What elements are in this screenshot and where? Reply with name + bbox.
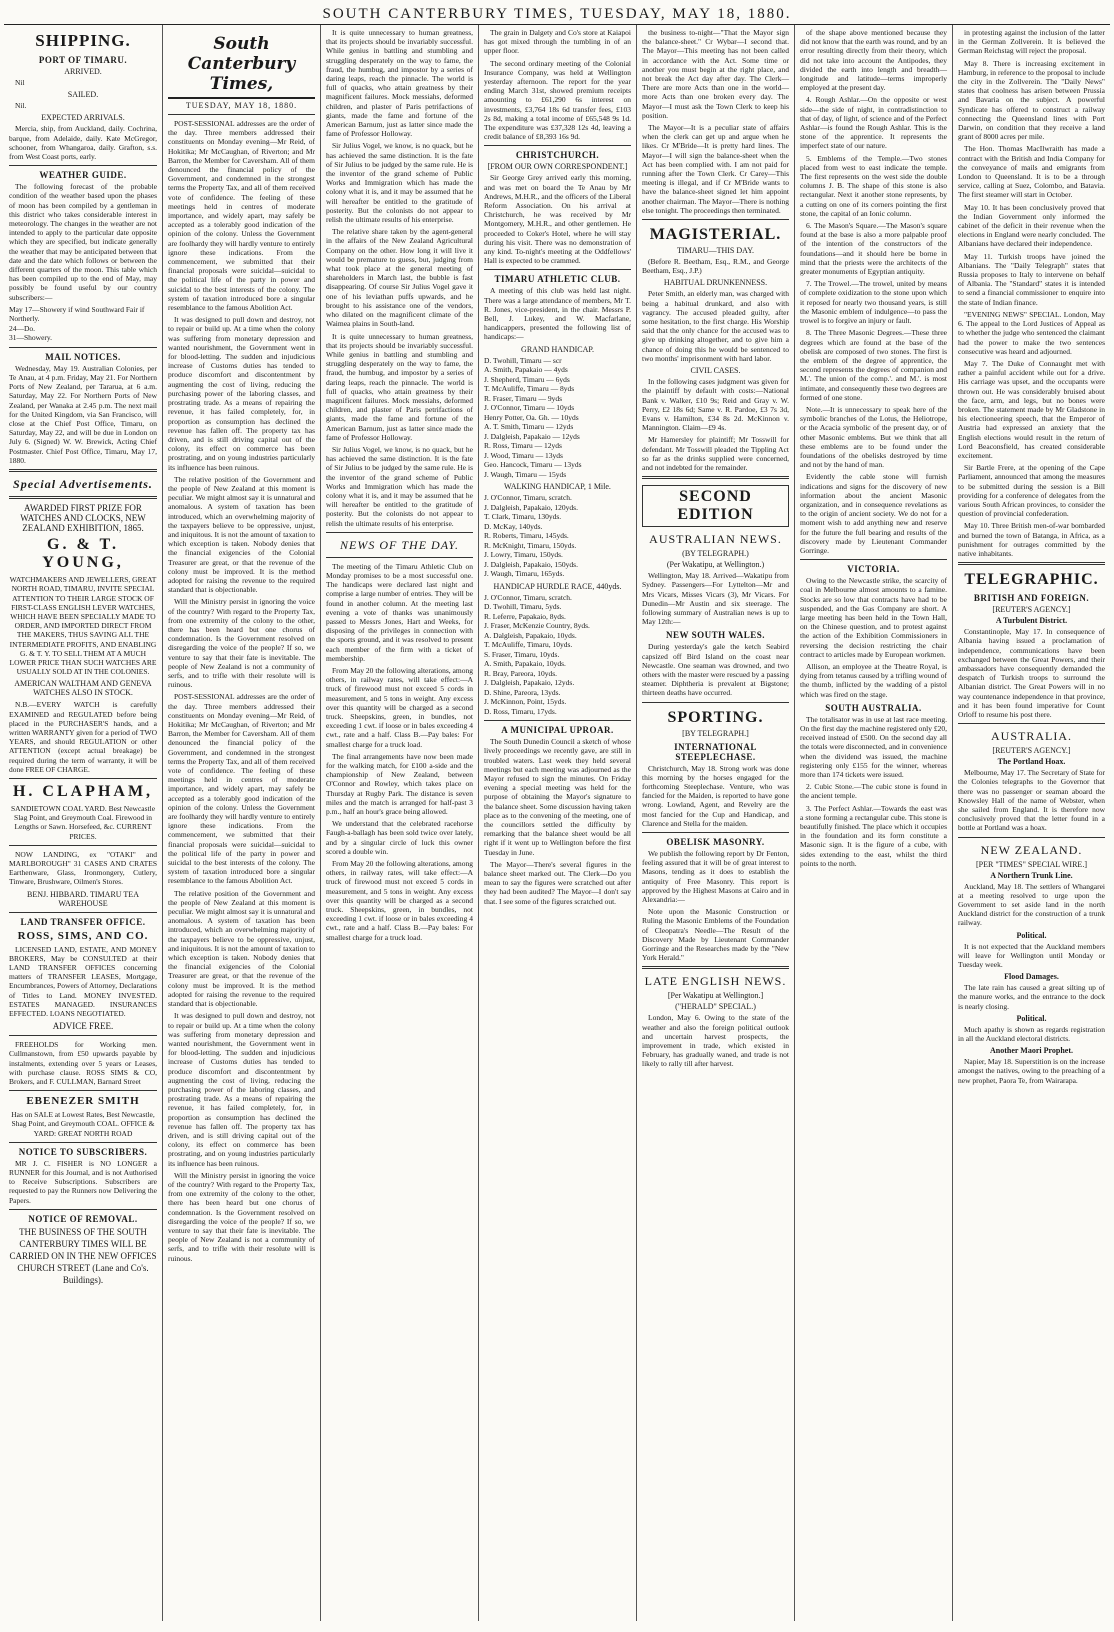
divider xyxy=(9,778,157,779)
divider xyxy=(484,269,631,270)
list-item: T. Clark, Timaru, 130yds. xyxy=(484,512,562,522)
leader-para: It is quite unnecessary to human greatness, that its projects should be invariably successful. While genius in battling and stumbling and struggling desperately on the way to fame, the fraud, the humbug, and impostor by a series of daring leaps, reach the pinnacle. The world is full of quacks, who attain greatness by their magnificent failures. Mock messiahs, deformed children, and plaster of Paris petrifactions of giants, made the fame and fortune of the American Barnum, just as latter since made the fame of Professor Holloway. xyxy=(326,28,473,139)
uproar-text: The Mayor—It is a peculiar state of affairs when the clerk can get up and argue when he likes. Cr M'Bride—It is pretty hard lines. The Mayor—I will sign the balance-sheet when the Act has been complied with. I am not paid for running after the Town Clerk. Cr Carey—This meeting is illegal, and if Cr M'Bride wants to have the balance-sheet signed let him appoint another chairman. The Mayor—There is nothing else tonight. The proceedings then terminated. xyxy=(642,123,789,215)
cable-text: May 11. Turkish troops have joined the Albanians. The "Daily Telegraph" states that Russia proposes to Italy to intervene on behalf of Albania. The "Standard" states it is intended to send a financial commissioner to enquire into the state of Indian finance. xyxy=(958,251,1105,307)
list-item: R. Roberts, Timaru, 145yds. xyxy=(484,531,569,541)
leader-para: The relative share taken by the agent-general in the affairs of the New Zealand Agricultural Company on the other. How long it will live it would be premature to guess, but, judging from what took place at the general meeting of shareholders in March last, the bubble is fast disappearing. Of course Sir Julius Vogel gave it one of his leviathan puffs upwards, and he brought to his assistance one of the vendors, who dilated on the magnificent climate of the Waimea plains in South-land. xyxy=(326,227,473,329)
list-item: S. Fraser, Timaru, 10yds. xyxy=(484,649,560,659)
divider xyxy=(9,1142,157,1143)
per-wakatipu: (Per Wakatipu, at Wellington.) xyxy=(666,560,765,570)
australia-heading: AUSTRALIA. xyxy=(991,729,1072,744)
list-item: J. Dalgleish, Papakaio — 12yds xyxy=(484,431,580,441)
per-times-label: [PER "TIMES" SPECIAL WIRE.] xyxy=(976,859,1087,869)
arrived-label: ARRIVED. xyxy=(64,67,102,76)
young-text: WATCHMAKERS AND JEWELLERS, GREAT NORTH ROAD, TIMARU, INVITE SPECIAL ATTENTION TO THEIR LARGE STOCK OF FIRST-CLASS ENGLISH LEVER WATCHES, WHICH HAVE BEEN SPECIALLY MADE TO ORDER, AND IMPORTED DIRECT FROM THE MAKERS, THUS SAVING ALL THE INTERMEDIATE PROFITS, AND ENABLING G. & T. Y. TO SELL THEM AT A MUCH LOWER PRICE THAN SUCH WATCHES ARE USUALLY SOLD AT IN THE COLONIES. xyxy=(9,575,157,677)
divider xyxy=(326,532,473,533)
magisterial-text: In the following cases judgment was given for the plaintiff by default with costs:—National Bank v. Walker, £10 9s; Reid and Gray v. W. Perry, £2 18s 6d; Same v. R. Pardoe, £3 7s 3d, Evans v. Hamilton, £34 8s 2d. McKinnon v. Mannington. Claim—£9 4s. xyxy=(642,377,789,433)
masonry-text: 8. The Three Masonic Degrees.—These three degrees which are found at the base of the obelisk are composed of two stones. The first is the emblem of the degree of apprentice, the second represents the degrees of companion and M.'. The union of the comp.'. and M.'. is most intimate, and consequently these two degrees are formed of one stone. xyxy=(800,328,947,402)
masonry-text: of the shape above mentioned because they did not know that the earth was round, and by an error resulting directly from their theory, which did not take into account the Antipodes, they divided the earth into length and breadth—longitude and latitude—terms improperly employed at the present day. xyxy=(800,28,947,93)
weather-text: The following forecast of the probable condition of the weather based upon the phases of moon has been compiled by a gentleman in this district who takes considerable interest in meteorology. The changes in the weather are not intended to apply to the particular date opposite which they are specified, but indicate generally the weather that may be anticipated between that date and the date which follows or between the different quarters of the moon. This table which has been compiled up to the end of May, may possibly be found useful by our country subscribers:— xyxy=(9,182,157,302)
weather-entry: 31—Showery. xyxy=(9,333,53,343)
australian-news-heading: AUSTRALIAN NEWS. xyxy=(649,532,782,547)
grand-handicap-heading: GRAND HANDICAP. xyxy=(521,344,594,354)
weather-entry: 24—Do. xyxy=(9,323,36,333)
notice-subscribers-text: MR J. C. FISHER is NO LONGER a RUNNER for this Journal, and is not Authorised to Receive Subscriptions. Subscribers are requested to pay the Runners now Delivering the Papers. xyxy=(9,1158,157,1205)
divider xyxy=(958,723,1105,724)
hoax-heading: The Portland Hoax. xyxy=(997,757,1066,767)
sporting-heading: SPORTING. xyxy=(667,708,764,726)
masonry-text: Note.—It is unnecessary to speak here of the symbolic branches of the Lotus, the Heliotrope, or the Acacia symbolic of the present day, or of other Masonic emblems. But we think that all these emblems are to be found under the foundations of the obelisks destroyed by time and not by the hand of man. xyxy=(800,404,947,470)
leader-para: It was designed to pull down and destroy, not to repair or build up. At a time when the colony was suffering from monetary depression and wanted nourishment, the Government went in for blood-letting. The sudden and injudicious increase of Customs duties has tended to produce discomfort and discontentment by augmenting the cost of living, reducing the purchasing power of the laboring classes, and prostrating trade. As a means of repairing the revenue, it has failed completely, for, in proportion as consumption has declined the revenue has fallen off. The property tax has driven, and is still driving capital out of the colony, its effect on commerce has been prostrating, and on young industries particularly its influence has been ruinous. xyxy=(168,315,315,472)
list-item: J. Lowry, Timaru, 150yds. xyxy=(484,550,563,560)
divider xyxy=(9,469,157,472)
list-item: R. Ross, Timaru — 12yds xyxy=(484,441,562,451)
masthead: SOUTH CANTERBURY TIMES, TUESDAY, MAY 18, 1880. xyxy=(4,4,1110,25)
christchurch-text: Sir George Grey arrived early this morning, and was met on board the Te Anau by Mr Andrews, M.H.R., and the officers of the Liberal Reform Association. On his arrival at Christchurch, he was received by Mr Montgomery, M.H.R., and other gentlemen. He proceeded to Coker's Hotel, where he will stay during his visit. There was no demonstration of any kind. To-night's meeting at the Oddfellows' Hall is expected to be crammed. xyxy=(484,173,631,266)
leader-para: It was designed to pull down and destroy, not to repair or build up. At a time when the colony was suffering from monetary depression and wanted nourishment, the Government went in for blood-letting. The sudden and injudicious increase of Customs duties has tended to produce discomfort and discontentment by augmenting the cost of living, reducing the purchasing power of the laboring classes, and prostrating trade. As a means of repairing the revenue, it has failed completely, for, in proportion as consumption has declined the revenue has fallen off. The property tax has driven, and is still driving capital out of the colony, its effect on commerce has been prostrating, and on young industries particularly its influence has been ruinous. xyxy=(168,1011,315,1168)
sa-text: The totalisator was in use at last race meeting. On the first day the machine registered only £20, received instead of £500. On the second day all the totals were disconnected, and in convenience when the dividend was issued, the machine registering only £155 for the winner, whereas more than 174 tickets were issued. xyxy=(800,714,947,780)
nb-text: N.B.—EVERY WATCH is carefully EXAMINED and REGULATED before being placed in the PURCHASER'S hands, and a written WARRANTY given for a period of TWO YEARS, and should REGULATION or other ATTENTION (except actual breakage) be required during the term of warranty, it will be done FREE OF CHARGE. xyxy=(9,700,157,774)
divider xyxy=(642,832,789,833)
prophet-heading: Another Maori Prophet. xyxy=(989,1046,1074,1056)
reuter-label: [REUTER'S AGENCY.] xyxy=(992,746,1071,756)
political-heading: Political. xyxy=(1016,930,1047,940)
political-heading: Political. xyxy=(1016,1013,1047,1023)
telegraphic-text: Auckland, May 18. The settlers of Whangarei at a meeting resolved to urge upon the Government to set aside land in the north Auckland district for the construction of a trunk railway. xyxy=(958,881,1105,928)
divider xyxy=(642,702,789,703)
column-7 xyxy=(952,25,1110,1621)
divider xyxy=(958,837,1105,838)
obelisk-heading: OBELISK MASONRY. xyxy=(666,836,765,847)
list-item: Geo. Hancock, Timaru — 13yds xyxy=(484,460,582,470)
reuter-label: [REUTER'S AGENCY.] xyxy=(992,605,1071,615)
cable-text: The Hon. Thomas MacIlwraith has made a contract with the British and India Company for the conveyance of mails and emigrants from London to Queensland. It is to be a through service, calling at Suez, Colombo, and Batavia. The first steamer will start in October. xyxy=(958,144,1105,200)
divider xyxy=(800,559,947,560)
victoria-text: Owing to the Newcastle strike, the scarcity of coal in Melbourne almost amounts to a famine. Stocks are so low that contracts have had to be suspended, and the Gas Company are short. A large meeting has been held in the Town Hall, on the Chinese question, and to protest against the action of the Exhibition Commissioners in reversing the decision restricting the chair contract to articles made by European workmen. xyxy=(800,576,947,659)
clapham-text: SANDIETOWN COAL YARD. Best Newcastle Slag Point, and Greymouth Coal. Firewood in Lengths or Sawn. Horsefeed, &c. CURRENT PRICES. xyxy=(10,803,156,841)
young-ad xyxy=(9,536,157,572)
list-item: J. Shepherd, Timaru — 6yds xyxy=(484,374,570,384)
list-item: A. T. Smith, Timaru — 12yds xyxy=(484,422,574,432)
list-item: J. O'Connor, Timaru — 10yds xyxy=(484,403,575,413)
new-zealand-heading: NEW ZEALAND. xyxy=(980,842,1083,857)
telegraphic-heading: TELEGRAPHIC. xyxy=(964,571,1099,589)
divider xyxy=(484,145,631,146)
victoria-heading: VICTORIA. xyxy=(847,564,900,575)
divider xyxy=(326,557,473,558)
issue-date: TUESDAY, MAY 18, 1880. xyxy=(185,101,298,110)
nsw-heading: NEW SOUTH WALES. xyxy=(666,630,765,641)
herald-special: ("HERALD" SPECIAL.) xyxy=(675,1002,756,1012)
cable-text: May 8. There is increasing excitement in Hamburg, in reference to the proposal to include the city in the Zollverein. The "Daily News" states that coolness has arisen between Prussia and Bavaria on the subject. A powerful Syndicate has offered to construct a railway connecting the Queensland lines with Port Darwin, on condition that they receive a land grant of 8000 acres per mile. xyxy=(958,58,1105,142)
sa-heading: SOUTH AUSTRALIA. xyxy=(825,702,922,713)
list-item: A. Dalgleish, Papakaio, 10yds. xyxy=(484,630,577,640)
divider xyxy=(9,496,157,499)
list-item: R. Fraser, Timaru — 9yds xyxy=(484,393,563,403)
list-item: D. Ross, Timaru, 17yds. xyxy=(484,706,557,716)
news-para: From May 20 the following alterations, among others, in railway rates, will take effect:—A truck of firewood must not exceed 5 cords in measurement, and 5 tons in weight. Any excess over this quantity will be charged as a second truck. Sheepskins, green, in bundles, not exceeding 1 cwt. if loose or in bales exceeding 4 cwt., rate and a half. Class B.—Pay bales: For smallest charge for a truck load. xyxy=(326,666,473,749)
divider xyxy=(9,845,157,846)
column-1 xyxy=(4,25,162,1621)
by-telegraph: [BY TELEGRAPH.] xyxy=(682,728,749,738)
column-4 xyxy=(478,25,636,1621)
per-wakatipu: [Per Wakatipu at Wellington.] xyxy=(667,991,764,1001)
telegraphic-text: Napier, May 18. Superstition is on the increase amongst the natives, owing to the preaching of a new prophet, Paora Te, from Wairarapa. xyxy=(958,1057,1105,1085)
smith-name: EBENEZER SMITH xyxy=(26,1095,140,1108)
masonry-text: 7. The Trowel.—The trowel, united by means of complete oxidization to the stone upon which it reposed for nearly two thousand years, is still the Masonic emblem of indulgence—to pass the trowel is to forgive an injury or fault. xyxy=(800,279,947,326)
list-item: J. Dalgleish, Papakaio, 150yds. xyxy=(484,559,578,569)
masonry-text: 3. The Perfect Ashlar.—Towards the east was a stone forming a rectangular cube. This stone is beautifully finished. The place which it occupies in the foundation and its form constitute a Masonic sign. It is the figure of a cube, with sides extending to the east, whilst the third points to the north. xyxy=(800,803,947,868)
american-ad: AMERICAN WALTHAM AND GENEVA WATCHES ALSO IN STOCK. xyxy=(14,679,152,698)
habitual-heading: HABITUAL DRUNKENNESS. xyxy=(663,278,768,288)
divider xyxy=(642,966,789,969)
mail-heading: MAIL NOTICES. xyxy=(45,351,121,362)
masonry-text: Evidently the cable stone will furnish indications and signs for the discovery of new information about the ancient Masonic organization, and in consequence revelations as to the origin of ancient society. We do not for a moment wish to add anything new and reserve for the future the full bearing and results of the discovery made by Lieutenant Commander Gorringe. xyxy=(800,472,947,555)
expected-text: Mercia, ship, from Auckland, daily. Cochrina, barque, from Adelaide, daily. Kate McGregor, schooner, from Whangaroa, daily. Grafton, s.s. from West Coast ports, early. xyxy=(9,124,157,162)
freeholds-text: FREEHOLDS for Working men. Cullmanstown, from £50 upwards payable by instalments, extending over 5 years or Leases, with purchase clause. ROSS SIMS & CO, Brokers, and F. CULLMAN, Barnard Street xyxy=(9,1040,157,1087)
hibbard-ad: BENJ. HIBBARD. TIMARU TEA WAREHOUSE xyxy=(27,889,139,908)
late-english-heading: LATE ENGLISH NEWS. xyxy=(644,974,787,989)
uproar-text: the business to-night—"That the Mayor sign the balance-sheet." Cr Wybar—I second that. The Mayor—This meeting has not been called in accordance with the Act. Some time or another you must begin at the right place, and not break the Act day after day. The Clerk—There are more Acts than one in the world—more Acts than one broken every day. The Mayor—I must ask the Town Clerk to keep his position. xyxy=(642,28,789,120)
award-ad: AWARDED FIRST PRIZE FOR WATCHES AND CLOCKS, NEW ZEALAND EXHIBITION, 1865. xyxy=(20,503,146,534)
divider xyxy=(9,347,157,348)
magisterial-text: Mr Hamersley for plaintiff; Mr Tosswill for defendant. Mr Tosswill pleaded the Tippling Act so far as the drinks supplied were concerned, and not indebted for the remainder. xyxy=(642,435,789,472)
list-item: A. Smith, Papakaio, 10yds. xyxy=(484,659,566,669)
young-name: G. & T. YOUNG, xyxy=(42,536,124,572)
leader-para: The relative position of the Government and the people of New Zealand at this moment is peculiar. We might almost say it is unnatural and anomalous. A system of taxation has been introduced, which an overwhelming majority of the taxpayers believe to be oppressive, unjust, and iniquitous. It is not the amount of taxation to which exception is taken. Nobody denies that the financial exigencies of the Colonial Treasurer are great, or that the revenue of the colony must be improved. It is the method adopted for raising the revenue to the required standard that is objectionable. xyxy=(168,474,315,595)
list-item: R. McKnight, Timaru, 150yds. xyxy=(484,540,577,550)
divider xyxy=(9,1090,157,1091)
australian-text: Wellington, May 18. Arrived—Wakatipu from Sydney. Passengers—For Lyttelton—Mr and Mrs Vicars, Misses Vicars (3), Mr Vicars. For Dunedin—Mr Austin and six steerage. The following summary of Australian news is up to May 12th:— xyxy=(642,571,789,627)
athletic-text: A meeting of this club was held last night. There was a large attendance of members, Mr T. R. Jones, vice-president, in the chair. Messrs P. Bell, J. Lukey, and W. Macfarlane, handicappers, presented the following list of handicaps:— xyxy=(484,286,631,342)
sailed-label: SAILED. xyxy=(67,90,99,100)
christchurch-heading: CHRISTCHURCH. xyxy=(515,150,600,161)
list-item: D. Twohill, Timaru — scr xyxy=(484,355,562,365)
special-ads-heading: Special Advertisements. xyxy=(13,477,153,492)
list-item: J. Dalgleish, Papakaio, 120yds. xyxy=(484,502,578,512)
steeplechase-heading: INTERNATIONAL STEEPLECHASE. xyxy=(674,741,757,762)
divider xyxy=(9,165,157,166)
notice-subscribers-heading: NOTICE TO SUBSCRIBERS. xyxy=(18,1146,148,1157)
trunk-heading: A Northern Trunk Line. xyxy=(990,870,1073,880)
divider xyxy=(642,476,789,479)
leader-para: Sir Julius Vogel, we know, is no quack, but he has achieved the same distinction. It is the fate of Sir Julius to be judged by the same rule. He is the inventor of the grand scheme of Public Works and Immigration which has made the colony what it is, and it may be assumed that he will hereafter be entitled to the gratitude of posterity. But the colonists do not appear to relish the ultimate results of his enterprise. xyxy=(326,141,473,225)
news-of-the-day-heading: NEWS OF THE DAY. xyxy=(340,537,459,552)
obelisk-text: We publish the following report by Dr Fenton, feeling assured that it will be of great interest to Masons, tending as it does to establish the antiquity of Free Masonry. This report is approved by the Highest Masons at Cairo and in Alexandria:— xyxy=(642,848,789,904)
list-item: R. Bray, Pareora, 10yds. xyxy=(484,668,558,678)
weather-list xyxy=(9,305,157,343)
newspaper-page xyxy=(4,4,1110,1622)
land-transfer-heading: LAND TRANSFER OFFICE. xyxy=(20,916,146,927)
expected-label: EXPECTED ARRIVALS. xyxy=(41,113,125,123)
divider xyxy=(9,1035,157,1036)
removal-text: THE BUSINESS OF THE SOUTH CANTERBURY TIMES WILL BE CARRIED ON IN THE NEW OFFICES CHURCH STREET (Lane and Co's. Buildings). xyxy=(9,1226,157,1285)
list-item: J. Dalgleish, Papakaio, 12yds. xyxy=(484,678,575,688)
cable-text: May 10. It has been conclusively proved that the Indian Government only informed the cabinet of the deficit in their revenue when the elections in England were nearly concluded. The Albanians have declared their independence. xyxy=(958,202,1105,249)
divider xyxy=(484,720,631,721)
mail-text: Wednesday, May 19. Australian Colonies, per Te Anau, at 4 p.m. Friday, May 21. For Northern Ports of New Zealand, per Tararua, at 6 a.m. Saturday, May 22. For Northern Ports of New Zealand, per Wanaka at 2.45 p.m. The next mail for the United Kingdom, via San Francisco, will close at the Chief Post Office, Timaru, on Saturday, May 22, and will be due in London on July 6. (Signed) W. W. Brewick, Acting Chief Postmaster. Chief Post Office, Timaru, May 17, 1880. xyxy=(9,363,157,465)
ross-text: LICENSED LAND, ESTATE, AND MONEY BROKERS, May be CONSULTED at their LAND TRANSFER OFFICES concerning matters of TRANSFER LEASES, Mortgage, Encumbrances, Powers of Attorney, Declarations of Titles to Land. MONEY INVESTED. ESTATES MANAGED. INSURANCES EFFECTED. LOANS NEGOTIATED. xyxy=(9,944,157,1018)
list-item: J. Waugh, Timaru — 15yds xyxy=(484,469,567,479)
news-para: The meeting of the Timaru Athletic Club on Monday promises to be a most successful one. The handicaps were declared last night and comprise a large number of entries. They will be found in another column. At the meeting last evening a vote of thanks was unanimously passed to Messrs Jones, Hart and Weeks, for disposing of the privileges in connection with the sports ground, and it was resolved to present each member of the firm with a ticket of membership. xyxy=(326,561,473,663)
column-3 xyxy=(320,25,478,1621)
cable-text: May 10. Three British men-of-war bombarded and burned the town of Batanga, in Africa, as a punishment for outrages committed by the native inhabitants. xyxy=(958,521,1105,558)
telegraphic-text: Constantinople, May 17. In consequence of Albania having issued a proclamation of independence, communications have been exchanged between the Great Powers, and their ambassadors have consequently demanded the despatch of Turkish troops to surround the Albanian district. The Great Powers will in no way countenance independence in that province, and it has been found imperative for Count Orloff to resume his post there. xyxy=(958,627,1105,719)
smith-text: Has on SALE at Lowest Rates, Best Newcastle, Shag Point, and Greymouth COAL. OFFICE & YARD: GREAT NORTH ROAD xyxy=(11,1110,155,1138)
column-6 xyxy=(794,25,952,1621)
removal-heading: NOTICE OF REMOVAL. xyxy=(28,1213,138,1224)
telegraphic-text: It is not expected that the Auckland members will leave for Wellington until Monday or Tuesday week. xyxy=(958,941,1105,970)
cable-text: May 7. The Duke of Connaught met with rather a painful accident while out for a drive. His carriage was upset, and the occupants were thrown out. He was considerably bruised about the face, arm, and legs, but no bones were broken. The statement made by Mr Gladstone in his electioneering speech, that the Emperor of Austria had expressed an anxiety that the English elections would result in the return of Lord Beaconsfield, has created considerable excitement. xyxy=(958,358,1105,460)
weather-entry: May 17—Showery if wind Southward Fair if Northerly. xyxy=(9,304,145,324)
civil-heading: CIVIL CASES. xyxy=(690,366,741,376)
list-item: J. Waugh, Timaru, 165yds. xyxy=(484,569,565,579)
leader-para: Will the Ministry persist in ignoring the voice of the country? With regard to the Property Tax, from one extremity of the colony to the other, there has been heard but one chorus of condemnation. Is the Government resolved on disregarding the voice of the people? If so, we venture to say that their fate is inevitable. The people of New Zealand is not a community of serfs, and to trifle with their resolute will is ruinous. xyxy=(168,1170,315,1263)
column-2 xyxy=(162,25,320,1621)
list-item: J. McKinnon, Point, 15yds. xyxy=(484,697,567,707)
leader-para: It is quite unnecessary to human greatness, that its projects should be invariably successful. While genius in battling and stumbling and struggling desperately on the way to fame, the fraud, the humbug, and impostor by a series of daring leaps, reach the pinnacle. The world is full of quacks, who attain greatness by their magnificent failures. Mock messiahs, deformed children, and plaster of Paris petrifactions of giants, made the fame and fortune of the American Barnum, just as latter since made the fame of Professor Holloway. xyxy=(326,331,473,442)
leader-para: Sir Julius Vogel, we know, is no quack, but he has achieved the same distinction. It is the fate of Sir Julius to be judged by the same rule. He is the inventor of the grand scheme of Public Works and Immigration which has made the colony what it is, and it may be assumed that he will hereafter be entitled to the gratitude of posterity. But the colonists do not appear to relish the ultimate results of his enterprise. xyxy=(326,444,473,528)
nsw-text: During yesterday's gale the ketch Seabird capsized off Bird Island on the coast near Newcastle. One seaman was drowned, and two others with the master were rescued by a passing steamer. Diphtheria is prevalent at Bigstone; thirteen deaths have occurred. xyxy=(642,642,789,698)
magisterial-sub: TIMARU—THIS DAY. xyxy=(677,246,754,256)
obelisk-text: Note upon the Masonic Construction or Ruling the Masonic Emblems of the Foundation of Cleopatra's Needle—The Result of the Discovery Made by Lieutenant Commander Gorringe and the Researches made by the "New York Herald." xyxy=(642,907,789,963)
masonry-text: 4. Rough Ashlar.—On the opposite or west side—the side of night, in contradistinction to that of day, of light, of science and of the Perfect Ashlar—is found the Rough Ashlar. This is the stone of the apprentice. It represents the imperfect state of our nature. xyxy=(800,95,947,151)
cable-text: "EVENING NEWS" SPECIAL. London, May 6. The appeal to the Lord Justices of Appeal as to whether the judge who sentenced the claimant had the power to make the two sentences consecutive was heard and adjourned. xyxy=(958,309,1105,356)
masonry-text: 5. Emblems of the Temple.—Two stones placed from west to east indicate the temple. The first represents on the west side the double columns J. B. The shape of this stone is also rectangular. Next it another stone represents, by a cutting on one of its corners pointing the first stone, the capital of an Ionic column. xyxy=(800,153,947,218)
list-item: J. O'Connor, Timaru, scratch. xyxy=(484,592,572,602)
arrived-nil: Nil xyxy=(15,78,25,87)
weather-heading: WEATHER GUIDE. xyxy=(39,170,127,181)
list-item: Henry Potter, Oa. Gh. — 10yds xyxy=(484,412,579,422)
divider xyxy=(9,1209,157,1210)
victoria-text: Allison, an employee at the Theatre Royal, is dying from tetanus caused by a trifling wound of the thumb, inflicted by the wadding of a pistol which was fired on the stage. xyxy=(800,662,947,699)
leader-para: The relative position of the Government and the people of New Zealand at this moment is peculiar. We might almost say it is unnatural and anomalous. A system of taxation has been introduced, which an overwhelming majority of the taxpayers believe to be oppressive, unjust, and iniquitous. It is not the amount of taxation to which exception is taken. Nobody denies that the financial exigencies of the Colonial Treasurer are great, or that the revenue of the colony must be improved. It is the method adopted for raising the revenue to the required standard that is objectionable. xyxy=(168,888,315,1009)
news-para: The final arrangements have now been made for the walking match, for £100 a-side and the championship of New Zealand, between O'Connor and Rowley, which takes place on Thursday at Rugby Park. The distance is seven miles and the match is arranged for half-past 3 p.m., half an hour's grace being allowed. xyxy=(326,751,473,817)
leader-para: POST-SESSIONAL addresses are the order of the day. Three members addressed their constituents on Monday evening—Mr Reid, of Hokitika; Mr McCaughan, of Riverton; and Mr Barron, the Member for Caversham. All of them denounced the financial policy of the Government, and condemned in the strongest terms the Property Tax, and all of them received vote of confidence. The feeling of these meetings held in centres of moderate importance, and widely apart, may safely be accepted as a tolerably good indication of the opinion of the colony. Unless the Government are foolhardy they will hardly venture to entirely ignore these indications. From the commencement, we submitted that their financial proposals were suicidal—suicidal to the political life of the party in power and suicidal to the best interests of the colony. The system of taxation introduced bore a singular resemblance to the famous Abolition Act. xyxy=(168,692,315,886)
list-item: D. McKay, 140yds. xyxy=(484,521,543,531)
grand-handicap-list xyxy=(484,356,631,480)
columns xyxy=(4,25,1110,1621)
list-item: A. Smith, Papakaio — 4yds xyxy=(484,365,568,375)
uproar-heading: A MUNICIPAL UPROAR. xyxy=(501,725,614,736)
uproar-text: The South Dunedin Council a sketch of whose lively proceedings we recently gave, are still in troubled waters. Last week they held several meetings but each meeting was adjourned as the Mayor refused to sign the minutes. On Friday evening a special meeting was held for the purpose of obtaining the Mayor's signature to the balance sheet. Some discussion having taken place as to the convening of the meeting, one of the councillors settled the difficulty by remarking that the balance sheet would be all right if it went up to Wellington before the first Tuesday in June. xyxy=(484,737,631,857)
list-item: J. Fraser, McKenzie Country, 8yds. xyxy=(484,621,590,631)
cable-text: Sir Bartle Frere, at the opening of the Cape Parliament, announced that among the measures to be submitted during the session is a Bill providing for a conference of delegates from the various South African provinces, to consider the question of provincial confederation. xyxy=(958,463,1105,519)
telegraphic-text: Much apathy is shown as regards registration in all the Auckland electoral districts. xyxy=(958,1024,1105,1044)
list-item: R. Leferre, Papakaio, 8yds. xyxy=(484,611,566,621)
masonry-text: 2. Cubic Stone.—The cubic stone is found in the ancient temple. xyxy=(800,782,947,801)
masonry-text: 6. The Mason's Square.—The Mason's square found at the base is also a more palpable proof of the intention of the constructors of the foundations—and it should here be borne in mind that the priests were the architects of the greater monuments of Egyptian antiquity. xyxy=(800,221,947,277)
list-item: D. Twohill, Timaru, 5yds. xyxy=(484,602,562,612)
list-item: T. McAuliffe, Timaru — 8yds xyxy=(484,384,575,394)
divider xyxy=(958,562,1105,565)
athletic-heading: TIMARU ATHLETIC CLUB. xyxy=(494,274,621,285)
british-foreign-heading: BRITISH AND FOREIGN. xyxy=(973,593,1090,604)
landing-text: NOW LANDING, ex "OTAKI" and MARLBOROUGH" 31 CASES AND CRATES Earthenware, Glass, Ironmongery, Cutlery, Tinware, Brushware, Oilmen's Stores. xyxy=(9,849,157,887)
divider xyxy=(168,114,315,115)
divider xyxy=(642,219,789,220)
cable-text: in protesting against the inclusion of the latter in the German Zollverein. It is believed the German Reichstag will reject the proposal. xyxy=(958,28,1105,56)
news-para: We understand that the celebrated racehorse Faugh-a-ballagh has been sold twice over lately, and by a singular circle of luck this owner scored a double win. xyxy=(326,819,473,856)
sailed-nil: Nil. xyxy=(15,101,27,111)
news-para: The second ordinary meeting of the Colonial Insurance Company, was held at Wellington yesterday afternoon. The report for the year ending March 31st, showed premium receipts amounting to £61,290 6s interest on investments, £3,764 18s 6d transfer fees, £103 2s 8d, making a total income of £65,548 9s 1d. The expenditure was £37,328 12s 4d, leaving a credit balance of £8,393 16s 9d. xyxy=(484,58,631,142)
divider xyxy=(9,912,157,913)
turbulent-heading: A Turbulent District. xyxy=(995,616,1068,626)
clapham-name: H. CLAPHAM, xyxy=(12,782,154,800)
uproar-text: The Mayor—There's several figures in the balance sheet marked out. The Clerk—Do you mean to say the figures were scratched out after they had been audited? The Mayor—I don't say that. I see some of the figures scratched out. xyxy=(484,859,631,906)
list-item: T. McAuliffe, Timaru, 10yds. xyxy=(484,640,573,650)
shipping-heading: SHIPPING. xyxy=(35,31,131,50)
advice-free: ADVICE FREE. xyxy=(52,1021,114,1032)
column-5 xyxy=(636,25,794,1621)
news-para: From May 20 the following alterations, among others, in railway rates, will take effect:—A truck of firewood must not exceed 5 cords in measurement, and 5 tons in weight. Any excess over this quantity will be charged as a second truck. Sheepskins, green, in bundles, not exceeding 1 cwt. if loose or in bales exceeding 4 cwt., rate and a half. Class B.—Pay bales: For smallest charge for a truck load. xyxy=(326,859,473,942)
nameplate: South Canterbury Times, xyxy=(168,34,315,99)
magisterial-heading: MAGISTERIAL. xyxy=(649,226,782,244)
ross-name: ROSS, SIMS, AND CO. xyxy=(17,929,149,942)
hurdle-list xyxy=(484,593,631,717)
leader-para: POST-SESSIONAL addresses are the order of the day. Three members addressed their constituents on Monday evening—Mr Reid, of Hokitika; Mr McCaughan, of Riverton; and Mr Barron, the Member for Caversham. All of them denounced the financial policy of the Government, and condemned in the strongest terms the Property Tax, and all of them received vote of confidence. The feeling of these meetings held in centres of moderate importance, and widely apart, may safely be accepted as a tolerably good indication of the opinion of the colony. Unless the Government are foolhardy they will hardly venture to entirely ignore these indications. From the commencement, we submitted that their financial proposals were suicidal—suicidal to the political life of the party in power and suicidal to the best interests of the colony. The system of taxation introduced bore a singular resemblance to the famous Abolition Act. xyxy=(168,119,315,313)
christchurch-sub: [FROM OUR OWN CORRESPONDENT.] xyxy=(487,162,628,172)
magisterial-text: Peter Smith, an elderly man, was charged with being a habitual drunkard, and also with vagrancy. The accused pleaded guilty, after some hesitation, to the first charge. His Worship said that the only chance for the accused was to give up drinking altogether, and to give him a chance of doing this he would be sentenced to two months' imprisonment with hard labor. xyxy=(642,289,789,363)
hurdle-heading: HANDICAP HURDLE RACE, 440yds. xyxy=(493,581,622,591)
telegraphic-text: The late rain has caused a great silting up of the manure works, and the entrance to the dock is nearly closing. xyxy=(958,983,1105,1011)
list-item: D. Shine, Pareora, 13yds. xyxy=(484,687,561,697)
list-item: J. O'Connor, Timaru, scratch. xyxy=(484,493,572,503)
walking-heading: WALKING HANDICAP, 1 Mile. xyxy=(504,482,611,492)
walking-list xyxy=(484,493,631,579)
magisterial-before: (Before R. Beetham, Esq., R.M., and George Beetham, Esq., J.P.) xyxy=(642,257,789,276)
news-para: The grain in Dalgety and Co's store at Kaiapoi has got mixed through the tumbling in of an upper floor. xyxy=(484,28,631,56)
by-telegraph: (BY TELEGRAPH.) xyxy=(682,549,749,559)
sporting-text: Christchurch, May 18. Strong work was done this morning by the horses engaged for the forthcoming Steeplechase. Venture, who was fancied for the Maiden, is reported to have gone wrong. Lowland, Agent, and Revelry are the most fancied for the Cup and Handicap, and Clarence and Stella for the maiden. xyxy=(642,763,789,828)
list-item: J. Wood, Timaru — 13yds xyxy=(484,450,563,460)
telegraphic-text: Melbourne, May 17. The Secretary of State for the Colonies telegraphs to the Governor that there was no passenger or seaman aboard the Knowsley Hall of the name of Webster, when she sailed from England. It is therefore now conclusively proved that the letter found in a bottle at Portland was a hoax. xyxy=(958,768,1105,833)
port-heading: PORT OF TIMARU. xyxy=(38,55,128,65)
second-edition-banner: SECOND EDITION xyxy=(642,485,789,527)
leader-para: Will the Ministry persist in ignoring the voice of the country? With regard to the Property Tax, from one extremity of the colony to the other, there has been heard but one chorus of condemnation. Is the Government resolved on disregarding the voice of the people? If so, we venture to say that their fate is inevitable. The people of New Zealand is not a community of serfs, and to trifle with their resolute will is ruinous. xyxy=(168,597,315,690)
flood-heading: Flood Damages. xyxy=(1004,972,1059,982)
late-text: London, May 6. Owing to the state of the weather and also the foreign political outlook and uncertain harvest prospects, the improvement in trade, which existed in February, has gradually waned, and trade is not likely to rally till after harvest. xyxy=(642,1013,789,1069)
